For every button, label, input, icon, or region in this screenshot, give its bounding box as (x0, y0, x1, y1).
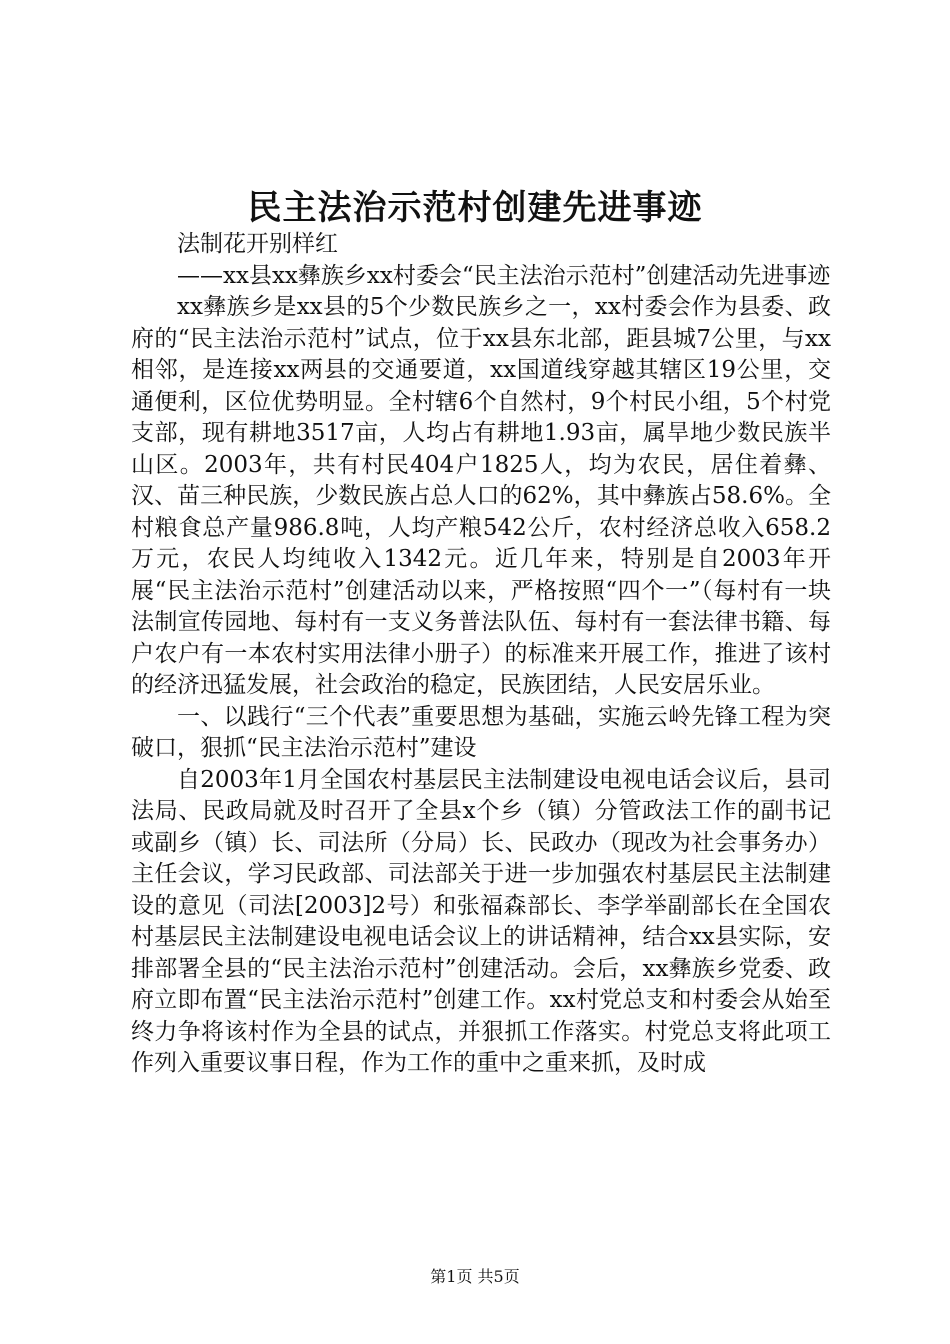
page-number: 第1页 共5页 (430, 1267, 520, 1286)
page-title: 民主法治示范村创建先进事迹 (247, 188, 703, 228)
body-paragraph: xx彝族乡是xx县的5个少数民族乡之一，xx村委会作为县委、政府的“民主法治示范村”试点，位于xx县东北部，距县城7公里，与xx相邻，是连接xx两县的交通要道，xx国道线穿越其辖区19公里，交通便利，区位优势明显。全村辖6个自然村，9个村民小组，5个村党支部，现有耕地3517亩，人均占有耕地1.93亩，属旱地少数民族半山区。2003年，共有村民404户1825人，均为农民，居住着彝、汉、苗三种民族，少数民族占总人口的62%，其中彝族占58.6%。全村粮食总产量986.8吨，人均产粮542公斤，农村经济总收入658.2万元，农民人均纯收入1342元。近几年来，特别是自2003年开展“民主法治示范村”创建活动以来，严格按照“四个一”（每村有一块法制宣传园地、每村有一支义务普法队伍、每村有一套法律书籍、每户农户有一本农村实用法律小册子）的标准来开展工作，推进了该村的经济迅猛发展，社会政治的稳定，民族团结，人民安居乐业。 (131, 294, 831, 698)
body-paragraph: 自2003年1月全国农村基层民主法制建设电视电话会议后，县司法局、民政局就及时召开了全县x个乡（镇）分管政法工作的副书记或副乡（镇）长、司法所（分局）长、民政办（现改为社会事务办）主任会议，学习民政部、司法部关于进一步加强农村基层民主法制建设的意见（司法[2003]2号）和张福森部长、李学举副部长在全国农村基层民主法制建设电视电话会议上的讲话精神，结合xx县实际，安排部署全县的“民主法治示范村”创建活动。会后，xx彝族乡党委、政府立即布置“民主法治示范村”创建工作。xx村党总支和村委会从始至终力争将该村作为全县的试点，并狠抓工作落实。村党总支将此项工作列入重要议事日程，作为工作的重中之重来抓，及时成 (131, 766, 831, 1076)
subtitle-byline: ——xx县xx彝族乡xx村委会“民主法治示范村”创建活动先进事迹 (177, 262, 831, 289)
document-body (131, 229, 831, 1080)
section-heading: 一、以践行“三个代表”重要思想为基础，实施云岭先锋工程为突破口，狠抓“民主法治示范村”建设 (131, 703, 831, 761)
subtitle: 法制花开别样红 (177, 231, 338, 257)
